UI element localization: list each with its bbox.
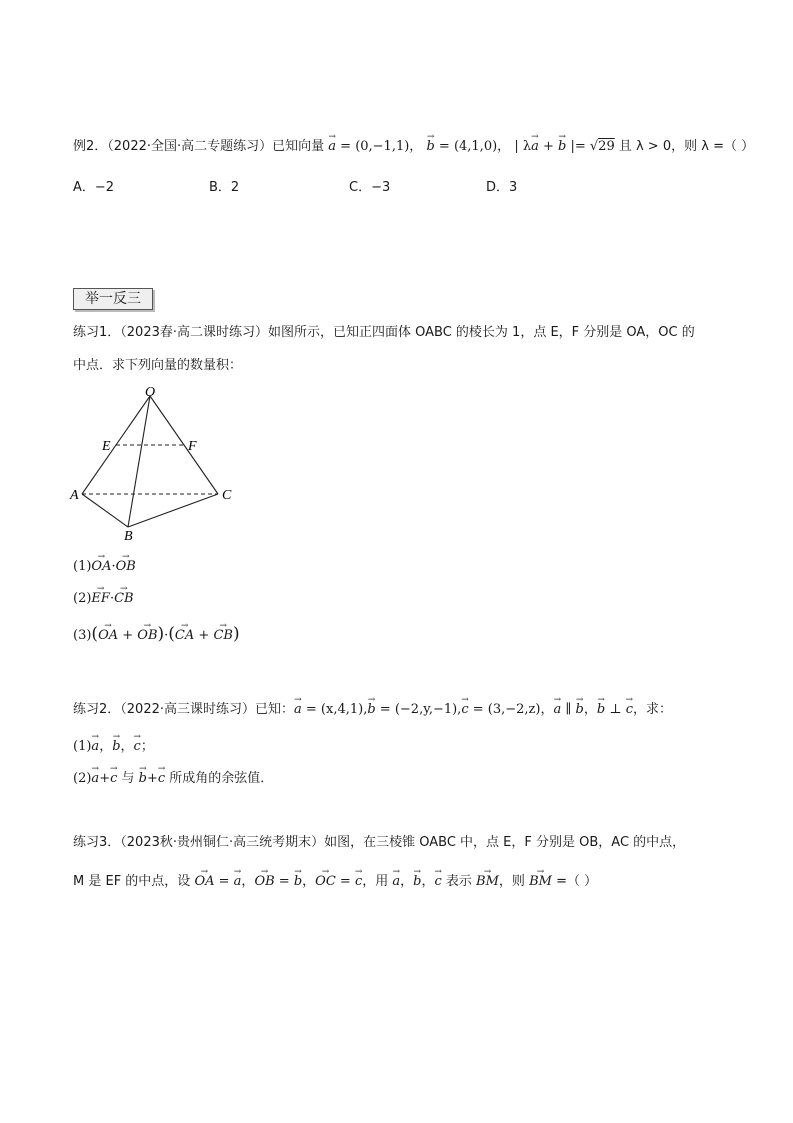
practice2-question: 练习2．（2022·高三课时练习）已知：→ a = (x,4,1),→ b = (−2,y,−1),→ c = (3,−2,z)，→ a ∥ → b，→ b ⊥ → c，求： xyxy=(73,701,672,719)
option-c[interactable]: C．−3 xyxy=(349,180,391,195)
practice2-q1: (1)→ a，→ b，→ c； xyxy=(73,738,154,756)
label-e: E xyxy=(102,439,111,454)
edge-ob xyxy=(128,396,150,527)
option-d[interactable]: D．3 xyxy=(486,180,518,195)
practice1-item1: (1)→ OA·→ OB xyxy=(73,558,136,576)
practice1-item2: (2)→ EF·→ CB xyxy=(73,590,134,608)
label-b: B xyxy=(124,529,133,544)
practice1-item3: (3)(→ OA + → OB)·(→ CA + → CB) xyxy=(73,625,240,645)
option-a[interactable]: A．−2 xyxy=(73,180,115,195)
label-a: A xyxy=(70,488,79,503)
option-b[interactable]: B．2 xyxy=(209,180,240,195)
vector-a: → a xyxy=(328,138,336,156)
vector-b: → b xyxy=(426,138,434,156)
label-c: C xyxy=(222,488,232,503)
label-o: O xyxy=(145,385,156,400)
practice3-line1: 练习3．（2023秋·贵州铜仁·高三统考期末）如图，在三棱锥 OABC 中，点 E，F 分别是 OB，AC 的中点， xyxy=(73,835,686,850)
practice3-line2: M 是 EF 的中点，设 → OA = → a，→ OB = → b，→ OC = → c，用 → a，→ b，→ c 表示 → BM，则 → BM =（ ） xyxy=(73,873,597,891)
practice1-line1: 练习1．（2023春·高二课时练习）如图所示，已知正四面体 OABC 的棱长为 1，点 E，F 分别是 OA，OC 的 xyxy=(73,325,695,340)
tetrahedron-figure xyxy=(68,384,248,544)
practice2-q2: (2)→ a+→ c 与 → b+→ c 所成角的余弦值． xyxy=(73,770,273,788)
section-badge: 举一反三 xyxy=(73,288,153,310)
practice1-line2: 中点．求下列向量的数量积： xyxy=(73,358,243,373)
edge-ab xyxy=(82,494,128,527)
example2-question: 例2．（2022·全国·高二专题练习）已知向量 → a = (0,−1,1)， → b = (4,1,0)， | λ→ a + → b |= √29 且 λ > 0，则 λ =（ ） xyxy=(73,138,754,156)
label-f: F xyxy=(188,439,197,454)
edge-bc xyxy=(128,494,218,527)
